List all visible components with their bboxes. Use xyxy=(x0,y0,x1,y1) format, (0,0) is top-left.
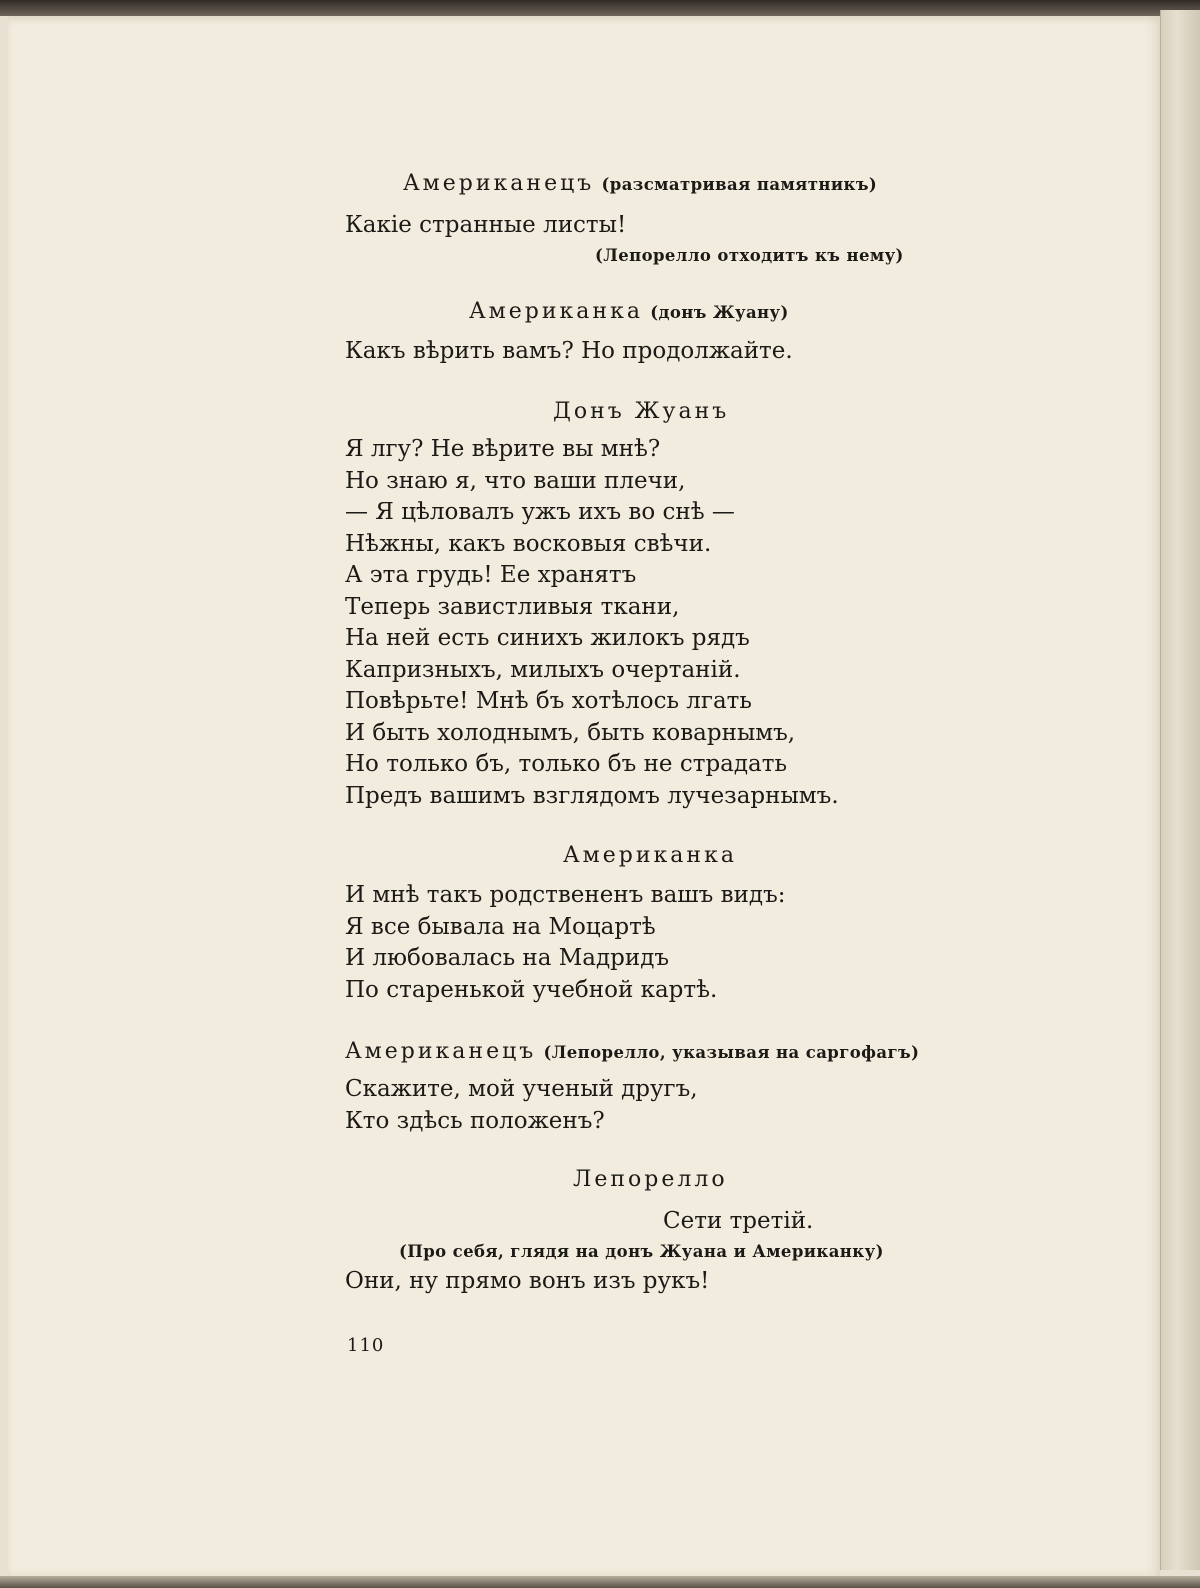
stage-direction: (донъ Жуану) xyxy=(650,303,789,322)
verse-line: Какіе странные листы! xyxy=(345,212,627,238)
speaker-name: Американецъ xyxy=(345,1039,537,1064)
verse-line: Я все бывала на Моцартѣ xyxy=(345,913,656,940)
verse-line: Но только бъ, только бъ не страдать xyxy=(345,751,787,777)
speaker-name: Американка xyxy=(469,299,643,324)
top-shadow xyxy=(0,0,1200,16)
verse-line: Теперь завистливыя ткани, xyxy=(345,593,680,620)
verse-line: Сети третій. xyxy=(663,1208,814,1234)
verse-line: Какъ вѣрить вамъ? Но продолжайте. xyxy=(345,338,793,364)
bottom-shadow xyxy=(0,1576,1200,1588)
speaker-heading xyxy=(469,296,789,329)
verse-line: Я лгу? Не вѣрите вы мнѣ? xyxy=(345,436,661,462)
verse-stanza xyxy=(345,1074,698,1137)
underlying-page-edge xyxy=(1160,10,1200,1570)
verse-line: И мнѣ такъ родствененъ вашъ видъ: xyxy=(345,882,786,908)
verse-line: Предъ вашимъ взглядомъ лучезарнымъ. xyxy=(345,782,839,809)
stage-direction: (Лепорелло отходитъ къ нему) xyxy=(595,246,904,265)
stage-direction: (разсматривая памятникъ) xyxy=(601,175,878,194)
verse-line: Они, ну прямо вонъ изъ рукъ! xyxy=(345,1268,710,1294)
speaker-heading xyxy=(563,840,737,872)
verse-line: Но знаю я, что ваши плечи, xyxy=(345,467,686,494)
speaker-heading xyxy=(403,168,877,201)
speaker-heading xyxy=(345,1036,919,1069)
speaker-name: Донъ Жуанъ xyxy=(553,399,730,424)
speaker-name: Лепорелло xyxy=(573,1167,728,1192)
speaker-heading xyxy=(553,396,729,428)
speaker-name: Американка xyxy=(563,843,737,868)
verse-line: Капризныхъ, милыхъ очертаній. xyxy=(345,656,741,683)
stage-direction: (Про себя, глядя на донъ Жуана и Американку) xyxy=(399,1242,884,1261)
verse-line: Нѣжны, какъ восковыя свѣчи. xyxy=(345,530,712,557)
verse-line: И любовалась на Мадридъ xyxy=(345,945,670,971)
verse-line: Кто здѣсь положенъ? xyxy=(345,1107,605,1134)
verse-line: По старенькой учебной картѣ. xyxy=(345,976,718,1003)
verse-line: Скажите, мой ученый другъ, xyxy=(345,1076,698,1102)
page-number: 110 xyxy=(347,1335,385,1356)
verse-line: А эта грудь! Ее хранятъ xyxy=(345,562,637,588)
verse-stanza xyxy=(345,880,785,1006)
verse-line: На ней есть синихъ жилокъ рядъ xyxy=(345,625,750,651)
verse-line: — Я цѣловалъ ужъ ихъ во снѣ — xyxy=(345,499,735,525)
verse-line: И быть холоднымъ, быть коварнымъ, xyxy=(345,719,796,746)
speaker-name: Американецъ xyxy=(403,171,595,196)
stage-direction: (Лепорелло, указывая на саргофагъ) xyxy=(543,1043,920,1062)
verse-stanza xyxy=(345,434,839,812)
speaker-heading xyxy=(573,1164,728,1196)
verse-line: Повѣрьте! Мнѣ бъ хотѣлось лгать xyxy=(345,688,752,714)
